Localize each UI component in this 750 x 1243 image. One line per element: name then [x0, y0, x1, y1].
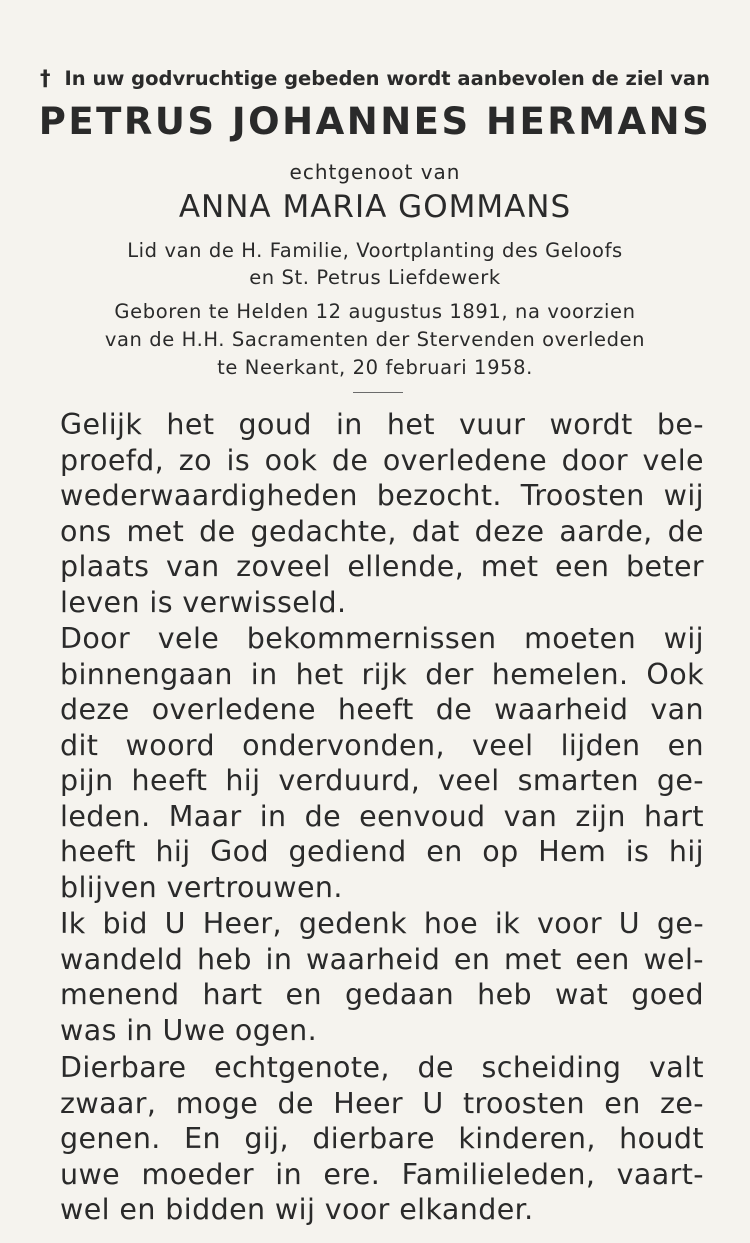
deceased-name: PETRUS JOHANNES HERMANS — [38, 100, 712, 143]
cross-icon: † — [40, 66, 51, 90]
intro-text: In uw godvruchtige gebeden wordt aanbevolen de ziel van — [64, 67, 710, 90]
text-line: deze overledene heeft de waarheid van — [60, 693, 704, 726]
text-line: wederwaardigheden bezocht. Troosten wij — [60, 479, 704, 512]
paragraph-1 — [60, 407, 704, 620]
text-line: binnengaan in het rijk der hemelen. Ook — [60, 657, 704, 691]
text-line: menend hart en gedaan heb wat goed — [60, 978, 704, 1011]
text-line: leden. Maar in de eenvoud van zijn hart — [60, 799, 704, 833]
spouse-name: ANNA MARIA GOMMANS — [178, 189, 572, 225]
text-line: pijn heeft hij verduurd, veel smarten ge- — [60, 764, 704, 797]
text-line: zwaar, moge de Heer U troosten en ze- — [60, 1086, 704, 1120]
divider-rule — [353, 392, 403, 393]
text-line: proefd, zo is ook de overledene door vele — [60, 443, 704, 477]
text-line: blijven vertrouwen. — [60, 870, 343, 904]
membership-line: en St. Petrus Liefdewerk — [249, 266, 501, 289]
text-line: wel en bidden wij voor elkander. — [60, 1193, 534, 1226]
text-line: plaats van zoveel ellende, met een beter — [60, 550, 704, 583]
text-line: genen. En gij, dierbare kinderen, houdt — [60, 1122, 704, 1155]
membership-line: Lid van de H. Familie, Voortplanting des Geloofs — [127, 239, 623, 262]
text-line: Door vele bekommernissen moeten wij — [60, 622, 704, 655]
text-line: dit woord ondervonden, veel lijden en — [60, 728, 704, 762]
text-line: Ik bid U Heer, gedenk hoe ik voor U ge- — [60, 907, 704, 940]
text-line: heeft hij God gediend en op Hem is hij — [60, 835, 704, 868]
intro-line — [0, 66, 750, 90]
text-line: Dierbare echtgenote, de scheiding valt — [60, 1051, 704, 1084]
paragraph-2 — [60, 621, 704, 905]
text-line: wandeld heb in waarheid en met een wel- — [60, 942, 704, 976]
text-line: Gelijk het goud in het vuur wordt be- — [60, 408, 704, 441]
biography-line: te Neerkant, 20 februari 1958. — [217, 356, 533, 379]
biography-line: Geboren te Helden 12 augustus 1891, na voorzien — [114, 300, 636, 323]
text-line: uwe moeder in ere. Familieleden, vaart- — [60, 1157, 704, 1191]
paragraph-4 — [60, 1050, 704, 1228]
text-line: ons met de gedachte, dat deze aarde, de — [60, 514, 704, 548]
text-line: leven is verwisseld. — [60, 585, 347, 619]
spouse-label: echtgenoot van — [289, 160, 461, 184]
biography-line: van de H.H. Sacramenten der Stervenden overleden — [104, 328, 646, 351]
paragraph-3 — [60, 906, 704, 1048]
text-line: was in Uwe ogen. — [60, 1013, 318, 1047]
